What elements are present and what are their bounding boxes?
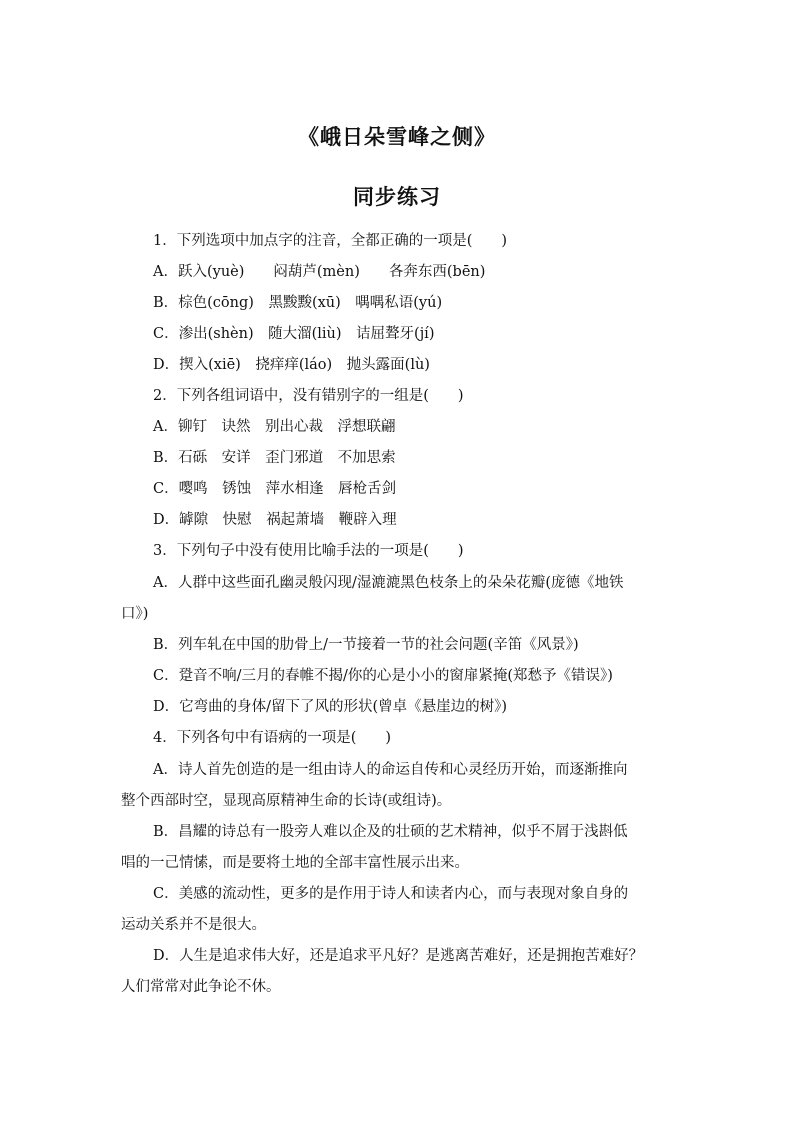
question-3: 3．下列句子中没有使用比喻手法的一项是( ) — [153, 543, 464, 559]
question-3-option-b: B．列车轧在中国的肋骨上/一节接着一节的社会问题(辛笛《风景》) — [153, 637, 579, 653]
question-3-option-a: A．人群中这些面孔幽灵般闪现/湿漉漉黑色枝条上的朵朵花瓣(庞德《地铁 — [153, 575, 624, 591]
question-4-option-d-continued: 人们常常对此争论不休。 — [121, 979, 281, 995]
question-4-option-b-continued: 唱的一己情愫，而是要将土地的全部丰富性展示出来。 — [121, 855, 469, 871]
question-1-option-d: D．揳入(xiē) 挠痒痒(láo) 抛头露面(lù) — [153, 357, 430, 373]
question-4-option-b: B．昌耀的诗总有一股旁人难以企及的壮硕的艺术精神，似乎不屑于浅斟低 — [153, 824, 628, 840]
question-4-option-c-continued: 运动关系并不是很大。 — [121, 917, 266, 933]
question-3-option-d: D．它弯曲的身体/留下了风的形状(曾卓《悬崖边的树》) — [153, 699, 508, 715]
question-4-option-c: C．美感的流动性，更多的是作用于诗人和读者内心，而与表现对象自身的 — [153, 886, 629, 902]
document-title: 《峨日朵雪峰之侧》 — [298, 124, 496, 149]
document-subtitle: 同步练习 — [353, 184, 441, 209]
question-2-option-d: D．罅隙 快慰 祸起萧墙 鞭辟入理 — [153, 512, 397, 528]
question-4: 4．下列各句中有语病的一项是( ) — [153, 730, 392, 746]
question-3-option-c: C．跫音不响/三月的春帷不揭/你的心是小小的窗扉紧掩(郑愁予《错误》) — [153, 668, 613, 684]
question-1-option-a: A．跃入(yuè) 闷葫芦(mèn) 各奔东西(bēn) — [153, 264, 486, 280]
question-4-option-a-continued: 整个西部时空，显现高原精神生命的长诗(或组诗)。 — [121, 793, 452, 809]
question-2-option-c: C．嘤鸣 锈蚀 萍水相逢 唇枪舌剑 — [153, 481, 397, 497]
question-4-option-d: D．人生是追求伟大好，还是追求平凡好？是逃离苦难好，还是拥抱苦难好？ — [153, 948, 644, 964]
question-4-option-a: A．诗人首先创造的是一组由诗人的命运自传和心灵经历开始，而逐渐推向 — [153, 762, 628, 778]
question-1-option-c: C．渗出(shèn) 随大溜(liù) 诘屈聱牙(jí) — [153, 326, 435, 342]
question-1: 1．下列选项中加点字的注音，全都正确的一项是( ) — [153, 233, 508, 249]
question-2-option-b: B．石砾 安详 歪门邪道 不加思索 — [153, 450, 396, 466]
question-3-option-a-continued: 口》) — [121, 606, 149, 622]
question-2: 2．下列各组词语中，没有错别字的一组是( ) — [153, 388, 464, 404]
question-2-option-a: A．铆钉 诀然 别出心裁 浮想联翩 — [153, 419, 396, 435]
question-1-option-b: B．棕色(cōng) 黑黢黢(xū) 喁喁私语(yú) — [153, 295, 443, 311]
